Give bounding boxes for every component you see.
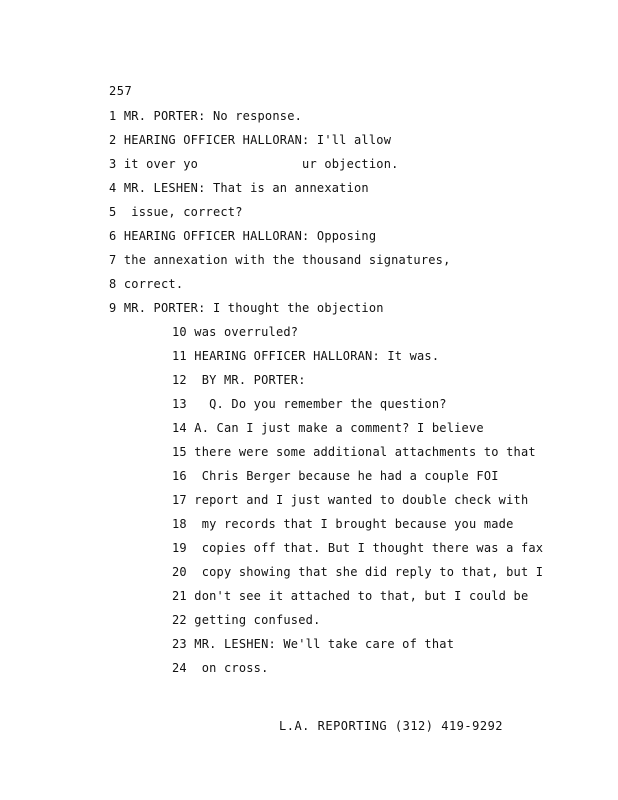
transcript-line-9: 9 MR. PORTER: I thought the objection: [109, 301, 384, 315]
transcript-line-3: 3 it over yo ur objection.: [109, 157, 399, 171]
transcript-line-6: 6 HEARING OFFICER HALLORAN: Opposing: [109, 229, 377, 243]
transcript-line-21: 21 don't see it attached to that, but I could be: [172, 589, 529, 603]
transcript-line-4: 4 MR. LESHEN: That is an annexation: [109, 181, 369, 195]
transcript-line-8: 8 correct.: [109, 277, 184, 291]
transcript-line-20: 20 copy showing that she did reply to that, but I: [172, 565, 544, 579]
transcript-line-13: 13 Q. Do you remember the question?: [172, 397, 447, 411]
transcript-line-14: 14 A. Can I just make a comment? I believe: [172, 421, 484, 435]
transcript-line-24: 24 on cross.: [172, 661, 269, 675]
transcript-line-10: 10 was overruled?: [172, 325, 299, 339]
transcript-line-12: 12 BY MR. PORTER:: [172, 373, 306, 387]
transcript-line-5: 5 issue, correct?: [109, 205, 243, 219]
transcript-line-7: 7 the annexation with the thousand signatures,: [109, 253, 451, 267]
transcript-line-11: 11 HEARING OFFICER HALLORAN: It was.: [172, 349, 440, 363]
transcript-line-17: 17 report and I just wanted to double check with: [172, 493, 529, 507]
transcript-line-19: 19 copies off that. But I thought there was a fax: [172, 541, 544, 555]
transcript-line-1: 1 MR. PORTER: No response.: [109, 109, 303, 123]
transcript-line-2: 2 HEARING OFFICER HALLORAN: I'll allow: [109, 133, 392, 147]
transcript-line-22: 22 getting confused.: [172, 613, 321, 627]
page-number: 257: [109, 84, 133, 98]
reporter-footer: L.A. REPORTING (312) 419-9292: [279, 719, 504, 733]
transcript-line-18: 18 my records that I brought because you made: [172, 517, 514, 531]
transcript-line-16: 16 Chris Berger because he had a couple FOI: [172, 469, 499, 483]
transcript-line-15: 15 there were some additional attachments to that: [172, 445, 536, 459]
transcript-line-23: 23 MR. LESHEN: We'll take care of that: [172, 637, 455, 651]
